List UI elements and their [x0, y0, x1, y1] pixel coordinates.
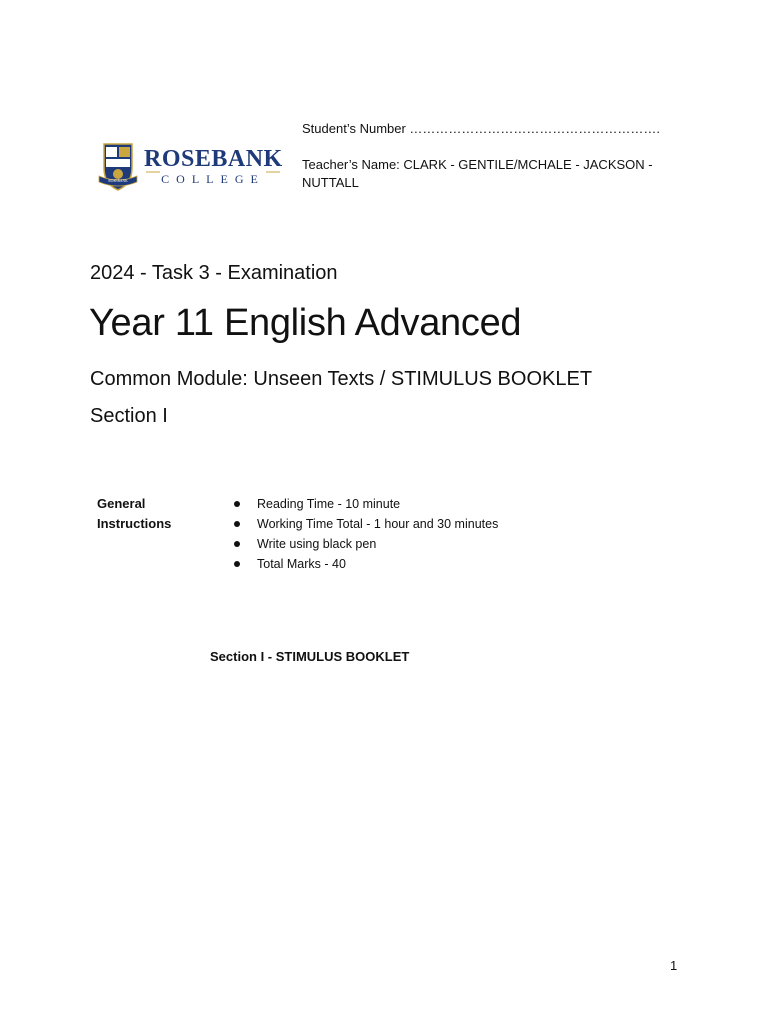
task-heading: 2024 - Task 3 - Examination [90, 262, 338, 284]
instruction-item [232, 494, 498, 514]
instruction-item [232, 514, 498, 534]
rosebank-college-logo [98, 138, 283, 194]
bullet-icon [234, 541, 240, 547]
module-subtitle: Common Module: Unseen Texts / STIMULUS BOOKLET [90, 368, 593, 390]
crest-icon [98, 138, 283, 194]
instruction-text: Write using black pen [257, 537, 377, 551]
page-title: Year 11 English Advanced [89, 302, 522, 344]
crest-ribbon-text: ROSEBANK [108, 179, 128, 183]
instruction-text: Total Marks - 40 [257, 557, 346, 571]
student-number-field: Student’s Number …………………………………………………. [302, 121, 661, 136]
teacher-name-field: Teacher’s Name: CLARK - GENTILE/MCHALE - JACKSON - NUTTALL [302, 157, 653, 190]
bullet-icon [234, 501, 240, 507]
bullet-icon [234, 521, 240, 527]
instruction-item [232, 554, 498, 574]
general-instructions-list [232, 494, 498, 574]
instruction-item [232, 534, 498, 554]
bullet-icon [234, 561, 240, 567]
instruction-text: Reading Time - 10 minute [257, 497, 401, 511]
logo-subname: COLLEGE [161, 172, 265, 186]
instruction-text: Working Time Total - 1 hour and 30 minutes [257, 517, 499, 531]
stimulus-booklet-heading: Section I - STIMULUS BOOKLET [210, 649, 410, 664]
page-number: 1 [670, 958, 678, 973]
logo-wordmark: ROSEBANK [144, 146, 283, 172]
general-instructions-label: General Instructions [97, 496, 172, 531]
section-subtitle: Section I [90, 405, 168, 427]
